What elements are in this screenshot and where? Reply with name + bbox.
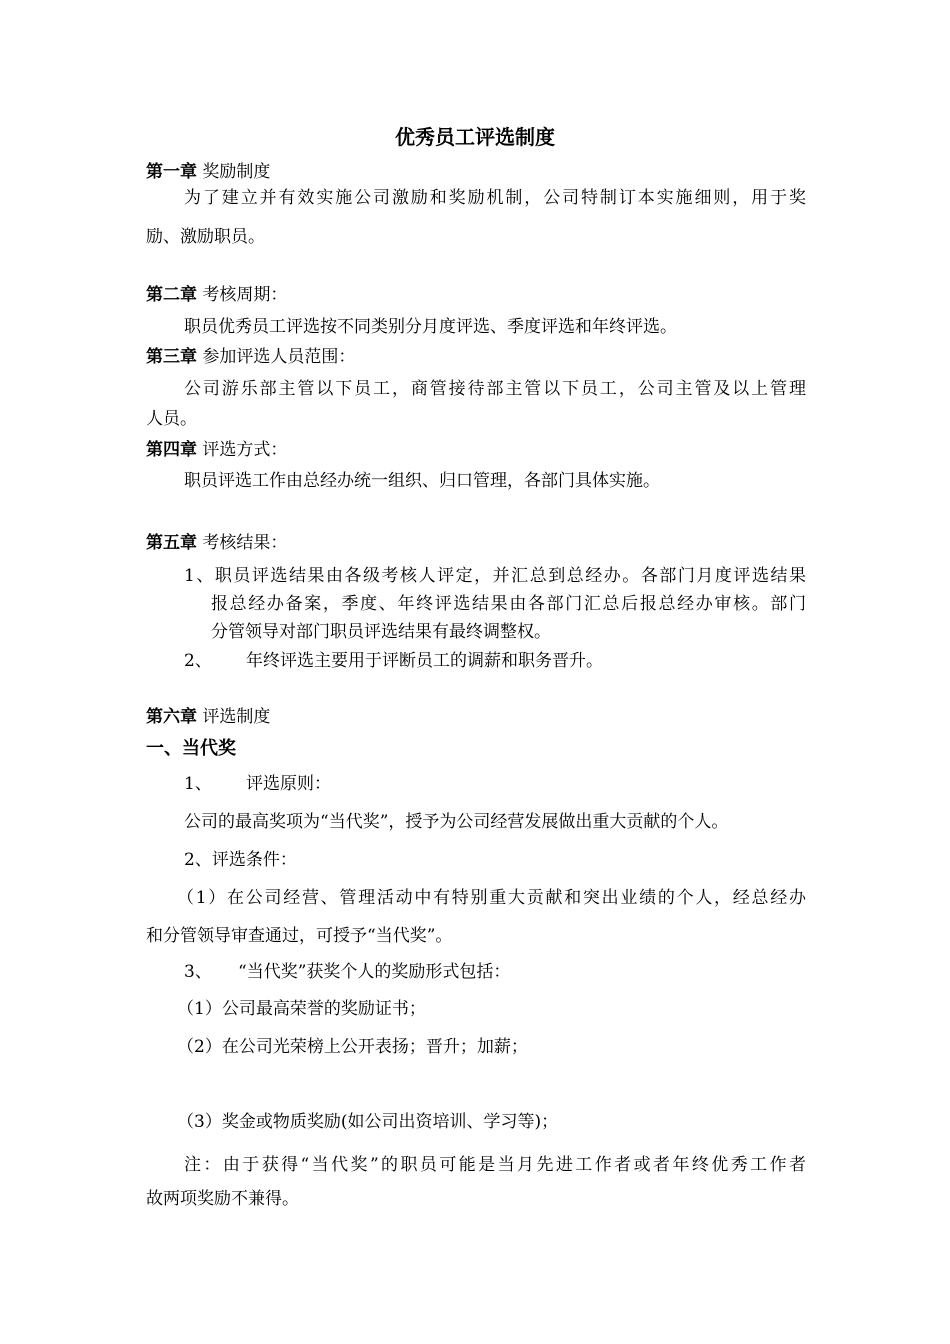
chapter-5-number: 第五章: [146, 533, 197, 553]
rule-1-number: 1、: [184, 774, 212, 794]
chapter-2-heading: [146, 284, 287, 306]
chapter-5-item-1-line-3: 分管领导对部门职员评选结果有最终调整权。: [211, 622, 551, 642]
chapter-1-paragraph-line-2: 励、激励职员。: [146, 227, 265, 247]
chapter-2-number: 第二章: [146, 285, 197, 305]
note-line-2: 故两项奖励不兼得。: [146, 1189, 299, 1209]
chapter-5-item-2-text: 年终评选主要用于评断员工的调薪和职务晋升。: [246, 651, 603, 671]
chapter-1-heading: [146, 161, 270, 183]
rule-2-title: 2、评选条件：: [184, 850, 297, 870]
chapter-2-paragraph: 职员优秀员工评选按不同类别分月度评选、季度评选和年终评选。: [184, 317, 677, 337]
note-line-1: 注：由于获得“当代奖”的职员可能是当月先进工作者或者年终优秀工作者: [184, 1155, 806, 1175]
chapter-1-name: 奖励制度: [202, 162, 271, 182]
rule-2-line-2: 和分管领导审查通过，可授予“当代奖”。: [146, 926, 453, 946]
rule-3-title: “当代奖”获奖个人的奖励形式包括：: [238, 962, 511, 982]
chapter-3-heading: [146, 346, 355, 368]
chapter-5-name: 考核结果：: [202, 533, 288, 553]
chapter-6-number: 第六章: [146, 707, 197, 727]
chapter-2-name: 考核周期：: [202, 285, 288, 305]
section-1-heading: 一、当代奖: [146, 738, 236, 759]
document-title: 优秀员工评选制度: [395, 125, 555, 149]
chapter-4-heading: [146, 439, 287, 461]
chapter-1-number: 第一章: [146, 162, 197, 182]
chapter-5-heading: [146, 532, 287, 554]
chapter-5-item-2-number: 2、: [184, 651, 212, 671]
rule-2-line-1: （1）在公司经营、管理活动中有特别重大贡献和突出业绩的个人，经总经办: [177, 888, 806, 908]
rule-1-title: 评选原则：: [246, 774, 331, 794]
chapter-3-number: 第三章: [146, 347, 197, 367]
chapter-4-name: 评选方式：: [202, 440, 288, 460]
chapter-3-paragraph-line-1: 公司游乐部主管以下员工，商管接待部主管以下员工，公司主管及以上管理: [184, 379, 806, 399]
rule-3-item-1: （1）公司最高荣誉的奖励证书；: [177, 999, 426, 1019]
rule-3-item-3: （3）奖金或物质奖励(如公司出资培训、学习等)；: [177, 1112, 559, 1132]
rule-1-body: 公司的最高奖项为“当代奖”，授予为公司经营发展做出重大贡献的个人。: [184, 812, 729, 832]
chapter-4-paragraph: 职员评选工作由总经办统一组织、归口管理，各部门具体实施。: [184, 471, 660, 491]
chapter-6-name: 评选制度: [202, 707, 271, 727]
chapter-1-paragraph-line-1: 为了建立并有效实施公司激励和奖励机制，公司特制订本实施细则，用于奖: [184, 188, 806, 208]
chapter-5-item-1-line-2: 报总经办备案，季度、年终评选结果由各部门汇总后报总经办审核。部门: [211, 594, 806, 614]
rule-3-number: 3、: [184, 962, 212, 982]
rule-3-item-2: （2）在公司光荣榜上公开表扬；晋升；加薪；: [177, 1037, 528, 1057]
chapter-5-item-1-line-1: 1、职员评选结果由各级考核人评定，并汇总到总经办。各部门月度评选结果: [184, 566, 806, 586]
chapter-4-number: 第四章: [146, 440, 197, 460]
chapter-6-heading: [146, 706, 270, 728]
chapter-3-paragraph-line-2: 人员。: [146, 409, 197, 429]
chapter-3-name: 参加评选人员范围：: [202, 347, 356, 367]
